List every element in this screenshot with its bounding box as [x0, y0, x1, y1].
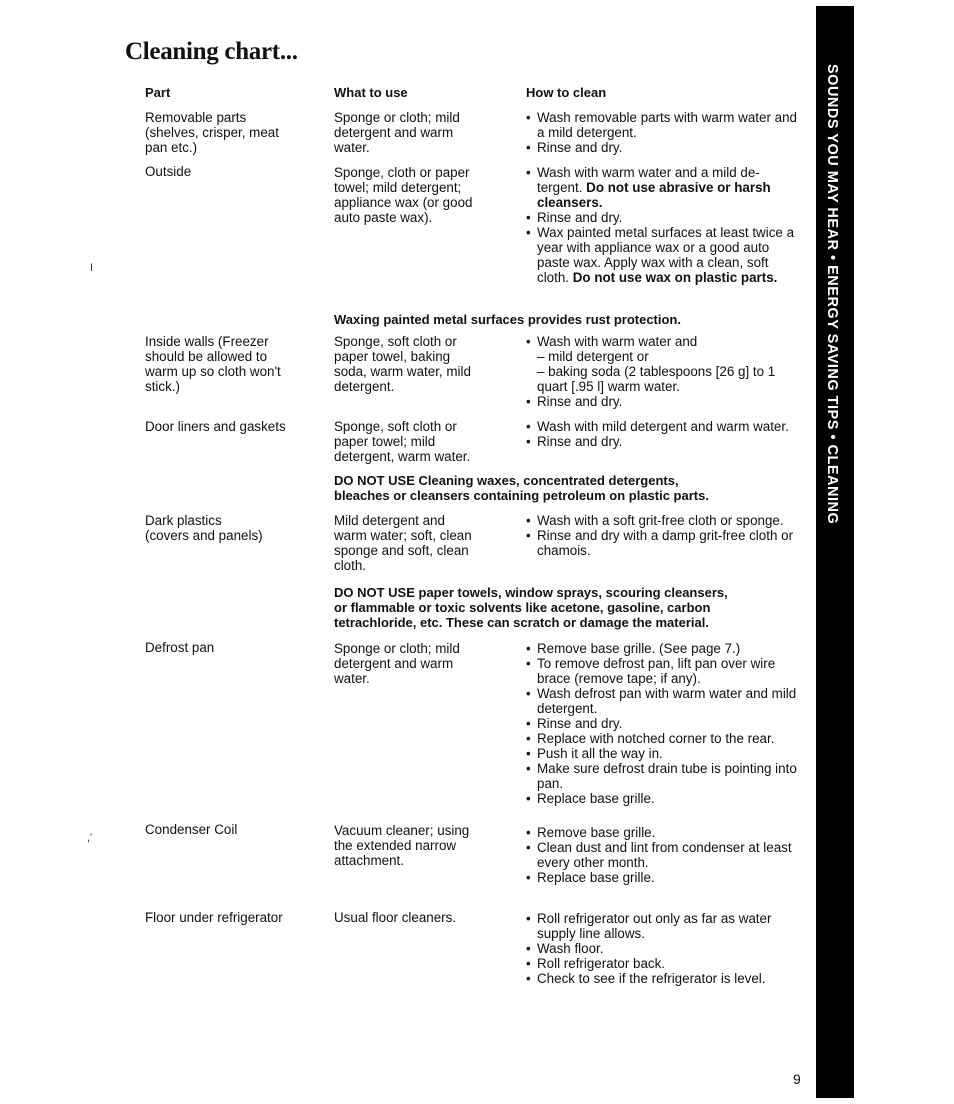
how-to-clean-step-text: Roll refrigerator out only as far as water supply line allows.: [537, 911, 772, 941]
row-part: Defrost pan: [145, 640, 215, 655]
how-to-clean-step-text: Push it all the way in.: [537, 746, 663, 761]
how-to-clean-step: [526, 165, 801, 210]
header-what-to-use: What to use: [334, 85, 408, 100]
how-to-clean-step: [526, 731, 801, 746]
how-to-clean-step: [526, 656, 801, 686]
how-to-clean-step-text: Wash with mild detergent and warm water.: [537, 419, 789, 434]
how-to-clean-warning-text: Do not use abrasive or harsh cleansers.: [537, 180, 771, 210]
how-to-clean-step-text: Check to see if the refrigerator is level.: [537, 971, 766, 986]
how-to-clean-step: [526, 225, 801, 285]
how-to-clean-step: [526, 110, 801, 140]
how-to-clean-step: [526, 686, 801, 716]
how-to-clean-step: [526, 971, 801, 986]
row-what: Sponge, soft cloth or paper towel, baking soda, warm water, mild detergent.: [334, 334, 471, 394]
row-what: Sponge or cloth; mild detergent and warm water.: [334, 110, 460, 155]
row-how-list: [526, 911, 801, 986]
how-to-clean-step-text: Wash floor.: [537, 941, 604, 956]
page-number: 9: [793, 1071, 801, 1087]
how-to-clean-step-text: Wax painted metal surfaces at least twice a year with appliance wax or a good auto paste wax. Apply wax with a clean, soft cloth.: [537, 225, 795, 285]
how-to-clean-step: [526, 513, 801, 528]
row-how-list: [526, 825, 801, 885]
row-what: Mild detergent and warm water; soft, clean sponge and soft, clean cloth.: [334, 513, 472, 573]
how-to-clean-step: [526, 870, 801, 885]
how-to-clean-step: [526, 528, 801, 558]
how-to-clean-step-text: Replace base grille.: [537, 791, 655, 806]
row-part: Inside walls (Freezer should be allowed to warm up so cloth won't stick.): [145, 334, 281, 394]
how-to-clean-step: [526, 911, 801, 941]
row-how-list: [526, 110, 801, 155]
warning-rust-protection: Waxing painted metal surfaces provides rust protection.: [334, 312, 681, 327]
header-part: Part: [145, 85, 171, 100]
row-part: Door liners and gaskets: [145, 419, 286, 434]
how-to-clean-step-text: Make sure defrost drain tube is pointing into pan.: [537, 761, 797, 791]
row-part: Condenser Coil: [145, 822, 238, 837]
row-part: Dark plastics (covers and panels): [145, 513, 263, 543]
how-to-clean-step-text: Rinse and dry with a damp grit-free cloth or chamois.: [537, 528, 794, 558]
how-to-clean-step: [526, 956, 801, 971]
how-to-clean-step: [526, 641, 801, 656]
how-to-clean-substep-text: – baking soda (2 tablespoons [26 g] to 1 quart [.95 l] warm water.: [537, 364, 776, 394]
row-what: Sponge, cloth or paper towel; mild detergent; appliance wax (or good auto paste wax).: [334, 165, 473, 225]
how-to-clean-step-text: Rinse and dry.: [537, 716, 623, 731]
row-how-list: [526, 334, 801, 409]
how-to-clean-step: [526, 349, 801, 364]
how-to-clean-step-text: Roll refrigerator back.: [537, 956, 666, 971]
how-to-clean-step: [526, 825, 801, 840]
how-to-clean-step: [526, 364, 801, 394]
how-to-clean-step-text: Rinse and dry.: [537, 140, 623, 155]
how-to-clean-step: [526, 840, 801, 870]
stray-mark: I: [90, 262, 94, 274]
how-to-clean-step-text: Clean dust and lint from condenser at least every other month.: [537, 840, 792, 870]
stray-mark: ,': [87, 832, 93, 844]
how-to-clean-step-text: Rinse and dry.: [537, 210, 623, 225]
how-to-clean-step: [526, 434, 801, 449]
row-how-list: [526, 641, 801, 806]
how-to-clean-step-text: Wash with warm water and a mild de-tergent.: [537, 165, 760, 195]
how-to-clean-step: [526, 210, 801, 225]
row-what: Sponge or cloth; mild detergent and warm water.: [334, 641, 460, 686]
row-what: Vacuum cleaner; using the extended narrow attachment.: [334, 823, 470, 868]
how-to-clean-step-text: Wash removable parts with warm water and a mild detergent.: [537, 110, 797, 140]
how-to-clean-step: [526, 140, 801, 155]
how-to-clean-step: [526, 419, 801, 434]
warning-solvents: DO NOT USE paper towels, window sprays, scouring cleansers, or flammable or toxic solvents like acetone, gasoline, carbon tetrachloride, etc. These can scratch or damage the material.: [334, 585, 728, 630]
row-what: Usual floor cleaners.: [334, 910, 457, 925]
row-how-list: [526, 165, 801, 285]
row-part: Outside: [145, 164, 192, 179]
side-tab-label: SOUNDS YOU MAY HEAR • ENERGY SAVING TIPS • CLEANING: [824, 64, 840, 525]
page-title: Cleaning chart...: [125, 38, 298, 65]
row-part: Removable parts (shelves, crisper, meat pan etc.): [145, 110, 279, 155]
how-to-clean-step-text: Rinse and dry.: [537, 394, 623, 409]
how-to-clean-step: [526, 716, 801, 731]
how-to-clean-step-text: Rinse and dry.: [537, 434, 623, 449]
how-to-clean-step: [526, 791, 801, 806]
row-part: Floor under refrigerator: [145, 910, 283, 925]
row-how-list: [526, 419, 801, 449]
row-what: Sponge, soft cloth or paper towel; mild detergent, warm water.: [334, 419, 471, 464]
how-to-clean-step: [526, 394, 801, 409]
how-to-clean-step: [526, 334, 801, 349]
how-to-clean-substep-text: – mild detergent or: [537, 349, 649, 364]
how-to-clean-step-text: Replace base grille.: [537, 870, 655, 885]
row-how-list: [526, 513, 801, 558]
how-to-clean-step-text: Wash with a soft grit-free cloth or sponge.: [537, 513, 784, 528]
how-to-clean-step-text: Remove base grille. (See page 7.): [537, 641, 741, 656]
how-to-clean-step: [526, 746, 801, 761]
how-to-clean-step-text: Wash defrost pan with warm water and mild detergent.: [537, 686, 797, 716]
how-to-clean-step: [526, 941, 801, 956]
warning-plastic-parts: DO NOT USE Cleaning waxes, concentrated detergents, bleaches or cleansers containing petroleum on plastic parts.: [334, 473, 709, 503]
header-how-to-clean: How to clean: [526, 85, 607, 100]
how-to-clean-step: [526, 761, 801, 791]
how-to-clean-warning-text: Do not use wax on plastic parts.: [572, 270, 778, 285]
how-to-clean-step-text: Wash with warm water and: [537, 334, 698, 349]
side-tab: [816, 6, 854, 1098]
how-to-clean-step-text: Remove base grille.: [537, 825, 656, 840]
how-to-clean-step-text: Replace with notched corner to the rear.: [537, 731, 775, 746]
how-to-clean-step-text: To remove defrost pan, lift pan over wire brace (remove tape; if any).: [537, 656, 776, 686]
